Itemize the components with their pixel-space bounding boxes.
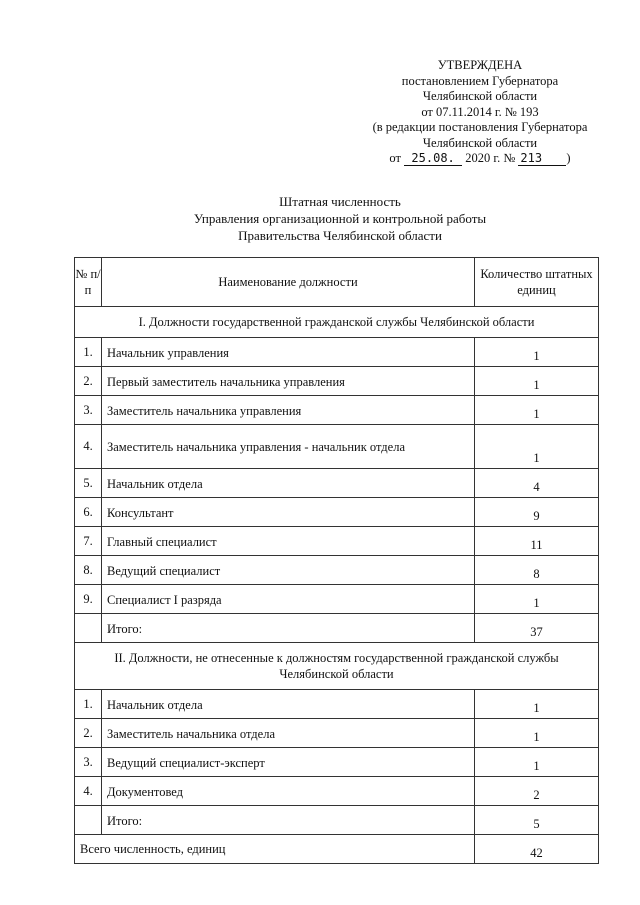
row-qty: 2 xyxy=(475,777,599,806)
row-qty: 11 xyxy=(475,527,599,556)
section2-title: II. Должности, не отнесенные к должностям государственной гражданской службы Челябинской области xyxy=(75,643,599,690)
table-row xyxy=(75,777,599,806)
row-qty: 1 xyxy=(475,396,599,425)
staff-table xyxy=(74,257,599,864)
approval-date-line xyxy=(340,151,620,167)
row-qty: 1 xyxy=(475,690,599,719)
row-qty: 1 xyxy=(475,719,599,748)
row-name: Начальник отдела xyxy=(102,469,475,498)
approval-stamp xyxy=(340,58,620,167)
row-qty: 1 xyxy=(475,338,599,367)
total-label: Итого: xyxy=(102,614,475,643)
row-name: Начальник отдела xyxy=(102,690,475,719)
title-line: Правительства Челябинской области xyxy=(238,228,442,243)
approval-line: Челябинской области xyxy=(422,135,538,150)
table-row xyxy=(75,556,599,585)
row-num: 6. xyxy=(75,498,102,527)
row-name: Ведущий специалист-эксперт xyxy=(102,748,475,777)
row-qty: 4 xyxy=(475,469,599,498)
row-num: 1. xyxy=(75,690,102,719)
table-row xyxy=(75,748,599,777)
handwritten-number: 213 xyxy=(518,152,566,166)
row-name: Главный специалист xyxy=(102,527,475,556)
row-name: Консультант xyxy=(102,498,475,527)
total-row xyxy=(75,614,599,643)
table-row xyxy=(75,469,599,498)
row-qty: 1 xyxy=(475,748,599,777)
row-num: 3. xyxy=(75,748,102,777)
table-row xyxy=(75,585,599,614)
row-name: Заместитель начальника отдела xyxy=(102,719,475,748)
approval-year: 2020 г. № xyxy=(465,151,516,165)
table-row xyxy=(75,338,599,367)
row-name: Ведущий специалист xyxy=(102,556,475,585)
row-num: 4. xyxy=(75,425,102,469)
row-num: 2. xyxy=(75,719,102,748)
title-line: Штатная численность xyxy=(279,194,401,209)
table-row xyxy=(75,367,599,396)
row-name: Заместитель начальника управления xyxy=(102,396,475,425)
approval-close: ) xyxy=(566,151,571,165)
table-row xyxy=(75,690,599,719)
table-row xyxy=(75,719,599,748)
row-num-empty xyxy=(75,614,102,643)
row-qty: 9 xyxy=(475,498,599,527)
table-row xyxy=(75,396,599,425)
grand-total-label: Всего численность, единиц xyxy=(75,835,475,864)
row-name: Начальник управления xyxy=(102,338,475,367)
approval-line: Челябинской области xyxy=(422,89,538,103)
row-num: 3. xyxy=(75,396,102,425)
row-qty: 1 xyxy=(475,585,599,614)
row-num: 8. xyxy=(75,556,102,585)
row-name: Первый заместитель начальника управления xyxy=(102,367,475,396)
approval-ot: от xyxy=(389,151,401,165)
table-row xyxy=(75,498,599,527)
row-num-empty xyxy=(75,806,102,835)
total-qty: 37 xyxy=(475,614,599,643)
total-label: Итого: xyxy=(102,806,475,835)
table-row xyxy=(75,425,599,469)
row-qty: 1 xyxy=(475,425,599,469)
header-num: № п/п xyxy=(75,258,102,307)
row-qty: 8 xyxy=(475,556,599,585)
section1-title: I. Должности государственной гражданской службы Челябинской области xyxy=(75,307,599,338)
header-name: Наименование должности xyxy=(102,258,475,307)
row-num: 5. xyxy=(75,469,102,498)
header-qty: Количество штатных единиц xyxy=(475,258,599,307)
document-title xyxy=(120,193,560,244)
row-name: Заместитель начальника управления - начальник отдела xyxy=(102,425,475,469)
row-num: 4. xyxy=(75,777,102,806)
table-row xyxy=(75,527,599,556)
title-line: Управления организационной и контрольной работы xyxy=(193,211,487,226)
row-num: 9. xyxy=(75,585,102,614)
approval-line: (в редакции постановления Губернатора xyxy=(372,120,588,134)
row-num: 7. xyxy=(75,527,102,556)
total-row xyxy=(75,806,599,835)
row-name: Специалист I разряда xyxy=(102,585,475,614)
row-num: 2. xyxy=(75,367,102,396)
approval-line: постановлением Губернатора xyxy=(401,73,559,88)
grand-total-row xyxy=(75,835,599,864)
approval-line: от 07.11.2014 г. № 193 xyxy=(421,104,539,119)
grand-total-qty: 42 xyxy=(475,835,599,864)
total-qty: 5 xyxy=(475,806,599,835)
handwritten-date: 25.08. xyxy=(404,152,462,166)
row-name: Документовед xyxy=(102,777,475,806)
row-num: 1. xyxy=(75,338,102,367)
approval-heading: УТВЕРЖДЕНА xyxy=(437,58,523,72)
row-qty: 1 xyxy=(475,367,599,396)
